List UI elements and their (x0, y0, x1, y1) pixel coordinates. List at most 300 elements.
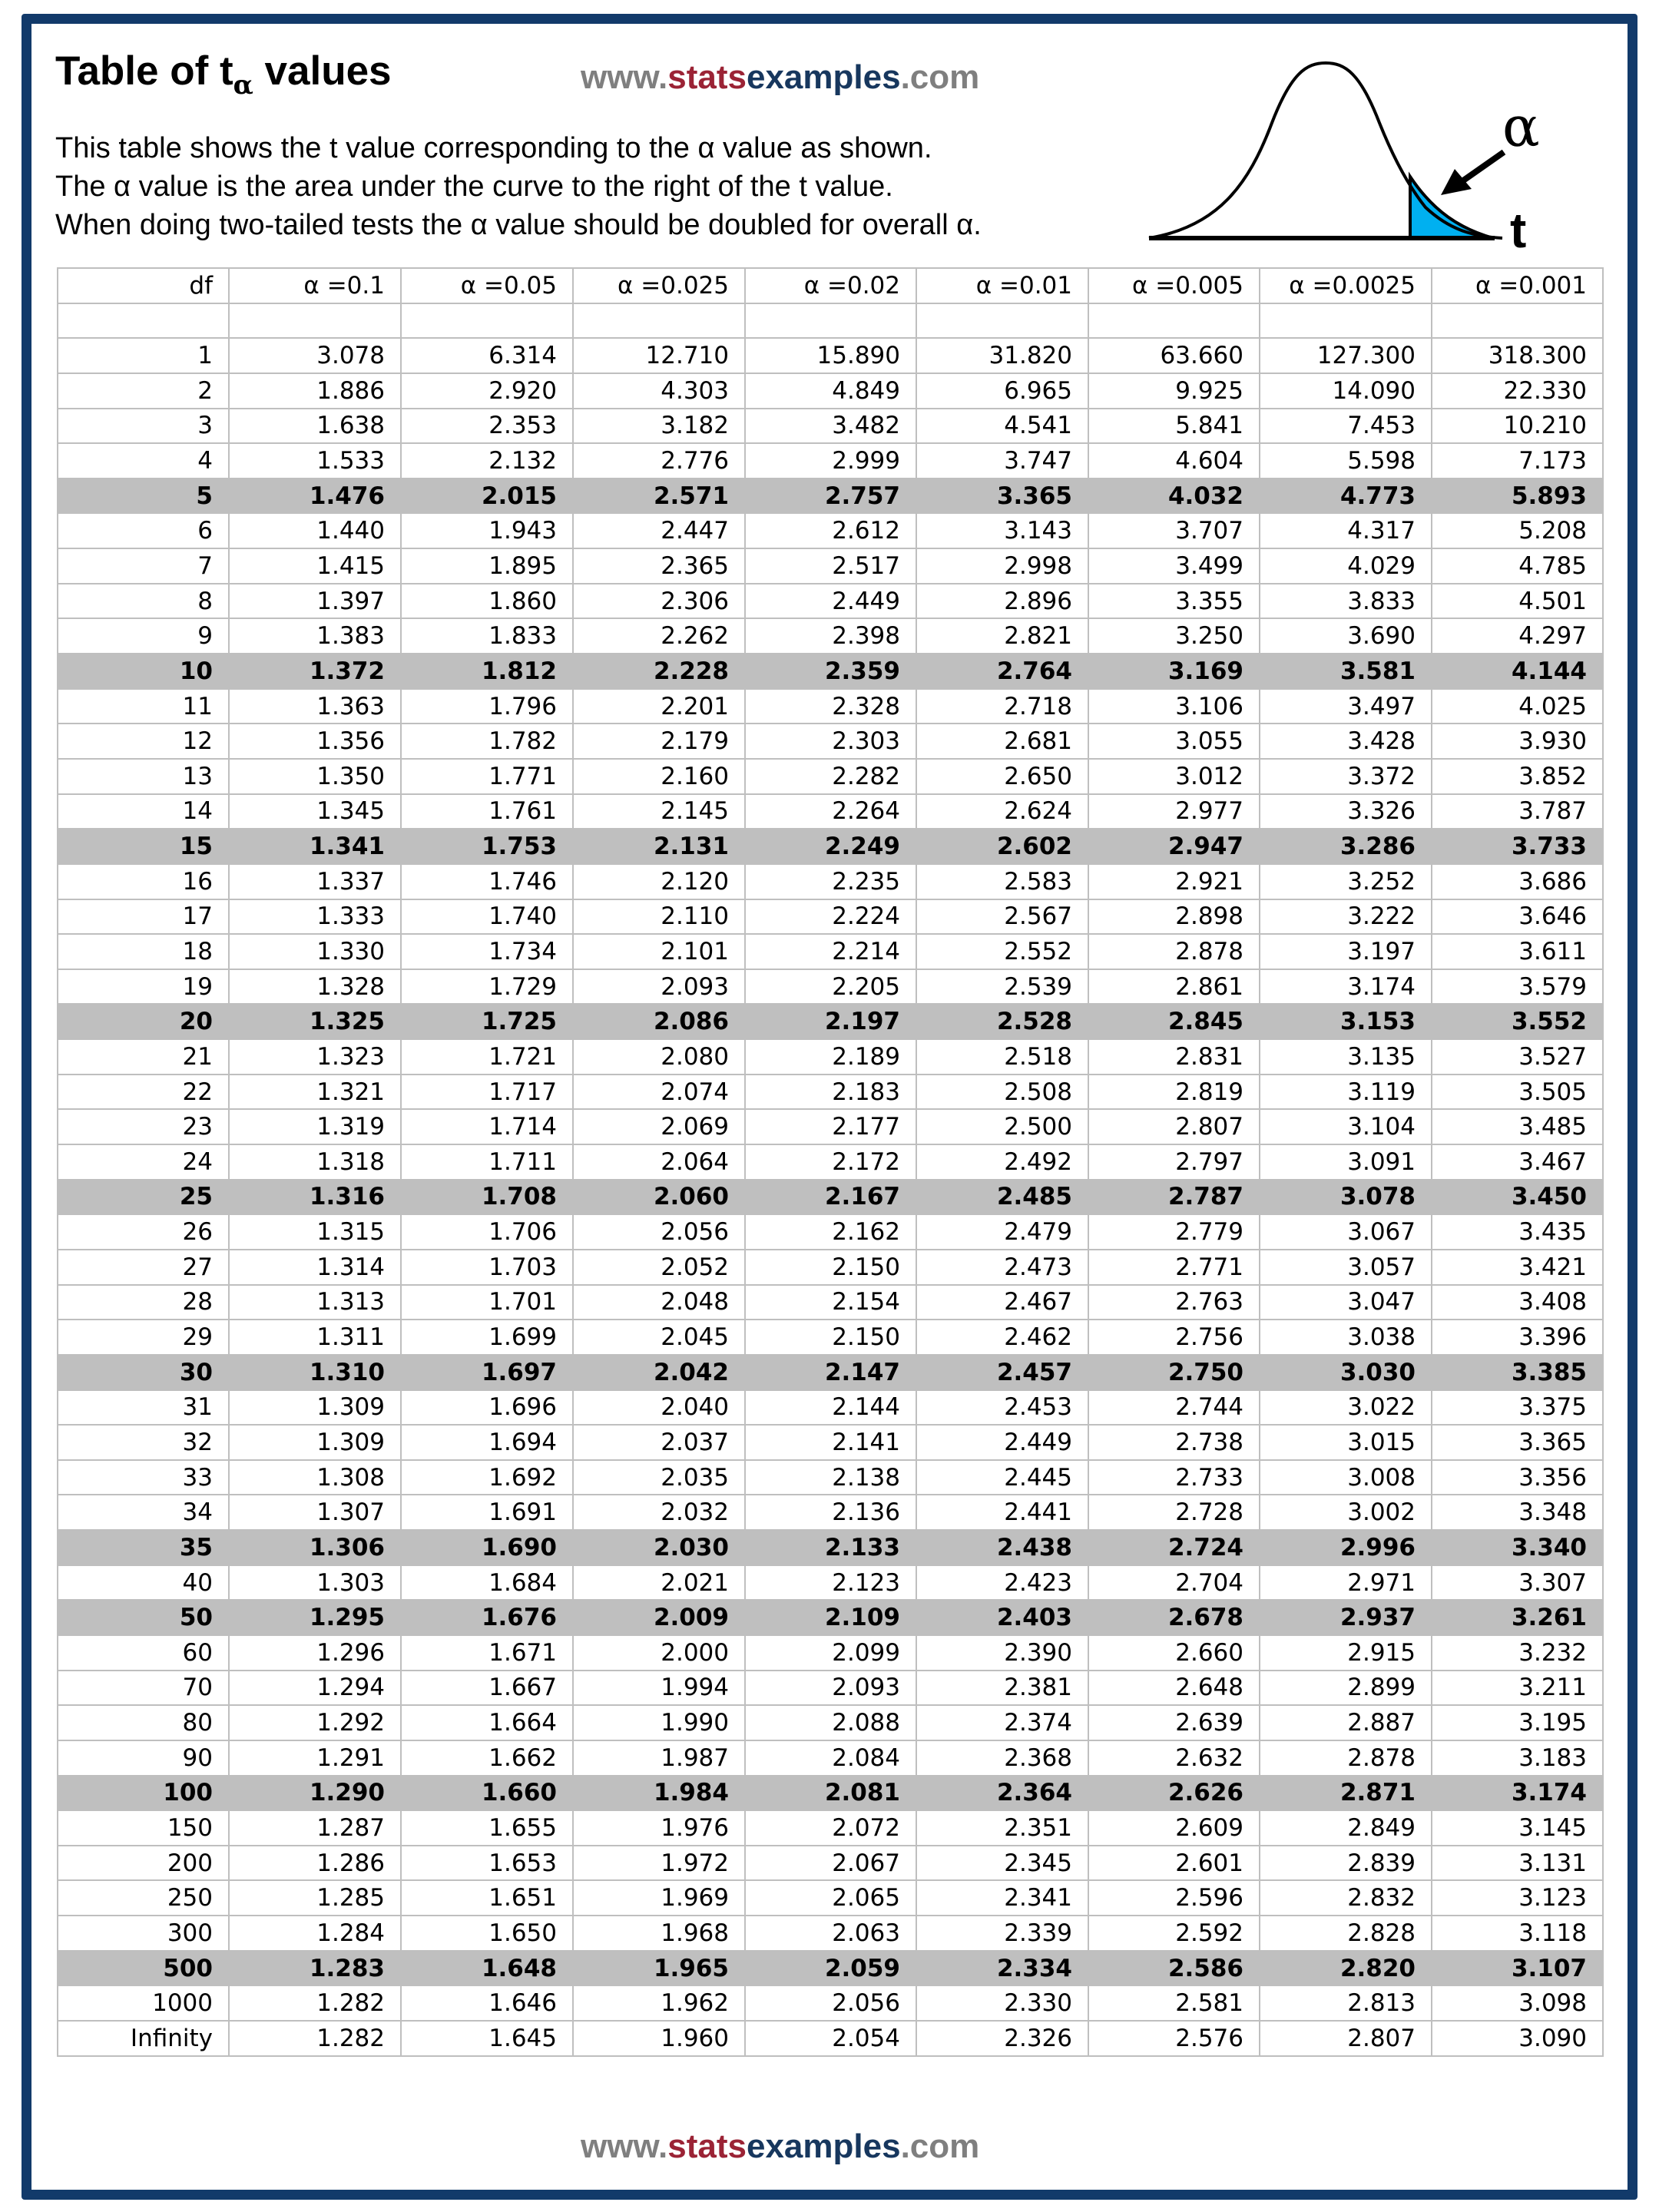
value-cell: 1.315 (229, 1214, 401, 1250)
value-cell: 7.453 (1260, 409, 1432, 444)
page-title (55, 48, 392, 101)
value-cell: 3.307 (1432, 1565, 1603, 1601)
value-cell: 2.518 (916, 1039, 1088, 1075)
value-cell: 2.648 (1088, 1671, 1260, 1706)
value-cell: 3.015 (1260, 1425, 1432, 1460)
value-cell: 318.300 (1432, 338, 1603, 373)
value-cell: 2.403 (916, 1600, 1088, 1635)
table-row (58, 2021, 1603, 2056)
value-cell: 2.214 (745, 934, 916, 969)
value-cell: 1.291 (229, 1740, 401, 1776)
df-cell: 60 (58, 1635, 229, 1671)
value-cell: 1.645 (401, 2021, 573, 2056)
value-cell: 3.505 (1432, 1075, 1603, 1110)
value-cell: 3.012 (1088, 759, 1260, 794)
df-cell: 25 (58, 1180, 229, 1215)
df-cell: 19 (58, 969, 229, 1005)
table-row (58, 584, 1603, 619)
value-cell: 2.021 (573, 1565, 745, 1601)
value-cell: 3.169 (1088, 654, 1260, 689)
table-row (58, 934, 1603, 969)
value-cell: 2.776 (573, 443, 745, 478)
title-text: Table of t (55, 48, 233, 94)
table-row (58, 1846, 1603, 1881)
value-cell: 3.375 (1432, 1390, 1603, 1426)
value-cell: 31.820 (916, 338, 1088, 373)
value-cell: 3.106 (1088, 689, 1260, 724)
value-cell: 2.704 (1088, 1565, 1260, 1601)
value-cell: 2.861 (1088, 969, 1260, 1005)
value-cell: 3.733 (1432, 829, 1603, 864)
value-cell: 2.920 (401, 373, 573, 409)
value-cell: 2.138 (745, 1460, 916, 1495)
value-cell: 3.038 (1260, 1320, 1432, 1355)
value-cell: 2.771 (1088, 1250, 1260, 1285)
value-cell: 3.579 (1432, 969, 1603, 1005)
df-cell: 15 (58, 829, 229, 864)
df-cell: 10 (58, 654, 229, 689)
value-cell: 3.078 (1260, 1180, 1432, 1215)
table-row (58, 1985, 1603, 2021)
value-cell: 1.476 (229, 478, 401, 514)
value-cell: 2.069 (573, 1109, 745, 1144)
value-cell: 2.328 (745, 689, 916, 724)
value-cell: 2.447 (573, 513, 745, 548)
value-cell: 2.971 (1260, 1565, 1432, 1601)
value-cell: 3.183 (1432, 1740, 1603, 1776)
value-cell: 3.118 (1432, 1916, 1603, 1951)
value-cell: 2.060 (573, 1180, 745, 1215)
value-cell: 2.179 (573, 724, 745, 759)
value-cell: 1.363 (229, 689, 401, 724)
value-cell: 2.109 (745, 1600, 916, 1635)
value-cell: 2.632 (1088, 1740, 1260, 1776)
df-cell: 21 (58, 1039, 229, 1075)
value-cell: 2.602 (916, 829, 1088, 864)
table-row (58, 1180, 1603, 1215)
value-cell: 1.284 (229, 1916, 401, 1951)
value-cell: 2.131 (573, 829, 745, 864)
table-row (58, 1214, 1603, 1250)
value-cell: 1.307 (229, 1495, 401, 1530)
value-cell: 1.350 (229, 759, 401, 794)
value-cell: 2.453 (916, 1390, 1088, 1426)
table-row (58, 1495, 1603, 1530)
value-cell: 2.832 (1260, 1880, 1432, 1916)
value-cell: 2.581 (1088, 1985, 1260, 2021)
value-cell: 1.697 (401, 1355, 573, 1390)
value-cell: 1.664 (401, 1705, 573, 1740)
value-cell: 1.703 (401, 1250, 573, 1285)
value-cell: 2.787 (1088, 1180, 1260, 1215)
value-cell: 1.345 (229, 794, 401, 830)
value-cell: 1.746 (401, 864, 573, 899)
value-cell: 3.365 (916, 478, 1088, 514)
table-row (58, 478, 1603, 514)
table-row (58, 1671, 1603, 1706)
value-cell: 5.208 (1432, 513, 1603, 548)
value-cell: 2.074 (573, 1075, 745, 1110)
value-cell: 63.660 (1088, 338, 1260, 373)
value-cell: 2.639 (1088, 1705, 1260, 1740)
value-cell: 2.750 (1088, 1355, 1260, 1390)
df-cell: 300 (58, 1916, 229, 1951)
value-cell: 2.059 (745, 1951, 916, 1986)
value-cell: 2.030 (573, 1530, 745, 1565)
value-cell: 3.707 (1088, 513, 1260, 548)
value-cell: 4.849 (745, 373, 916, 409)
value-cell: 3.930 (1432, 724, 1603, 759)
value-cell: 1.337 (229, 864, 401, 899)
value-cell: 3.611 (1432, 934, 1603, 969)
value-cell: 1.771 (401, 759, 573, 794)
value-cell: 3.135 (1260, 1039, 1432, 1075)
value-cell: 2.807 (1260, 2021, 1432, 2056)
header-row (58, 268, 1603, 303)
value-cell: 3.686 (1432, 864, 1603, 899)
value-cell: 2.368 (916, 1740, 1088, 1776)
value-cell: 2.999 (745, 443, 916, 478)
value-cell: 2.080 (573, 1039, 745, 1075)
value-cell: 1.994 (573, 1671, 745, 1706)
value-cell: 1.294 (229, 1671, 401, 1706)
df-cell: 40 (58, 1565, 229, 1601)
value-cell: 3.222 (1260, 899, 1432, 935)
value-cell: 2.898 (1088, 899, 1260, 935)
value-cell: 2.899 (1260, 1671, 1432, 1706)
value-cell: 3.372 (1260, 759, 1432, 794)
value-cell: 2.567 (916, 899, 1088, 935)
value-cell: 5.893 (1432, 478, 1603, 514)
value-cell: 1.314 (229, 1250, 401, 1285)
value-cell: 1.691 (401, 1495, 573, 1530)
value-cell: 1.812 (401, 654, 573, 689)
table-row (58, 1004, 1603, 1039)
value-cell: 1.699 (401, 1320, 573, 1355)
table-row (58, 373, 1603, 409)
value-cell: 2.282 (745, 759, 916, 794)
value-cell: 1.984 (573, 1776, 745, 1811)
value-cell: 2.162 (745, 1214, 916, 1250)
value-cell: 3.527 (1432, 1039, 1603, 1075)
table-row (58, 1880, 1603, 1916)
value-cell: 1.318 (229, 1144, 401, 1180)
df-cell: 14 (58, 794, 229, 830)
value-cell: 2.947 (1088, 829, 1260, 864)
value-cell: 2.441 (916, 1495, 1088, 1530)
table-row (58, 1916, 1603, 1951)
value-cell: 2.508 (916, 1075, 1088, 1110)
value-cell: 1.311 (229, 1320, 401, 1355)
value-cell: 7.173 (1432, 443, 1603, 478)
value-cell: 3.091 (1260, 1144, 1432, 1180)
value-cell: 2.756 (1088, 1320, 1260, 1355)
value-cell: 1.895 (401, 548, 573, 584)
column-header-alpha: α =0.02 (745, 268, 916, 303)
value-cell: 3.365 (1432, 1425, 1603, 1460)
df-cell: 2 (58, 373, 229, 409)
value-cell: 1.533 (229, 443, 401, 478)
table-row (58, 1705, 1603, 1740)
df-cell: 32 (58, 1425, 229, 1460)
value-cell: 2.839 (1260, 1846, 1432, 1881)
value-cell: 3.435 (1432, 1214, 1603, 1250)
value-cell: 3.646 (1432, 899, 1603, 935)
value-cell: 2.423 (916, 1565, 1088, 1601)
value-cell: 1.313 (229, 1285, 401, 1320)
value-cell: 3.047 (1260, 1285, 1432, 1320)
site-url-bottom[interactable]: www.statsexamples.com (581, 2128, 980, 2165)
alpha-label: α (1502, 94, 1540, 159)
df-cell: 90 (58, 1740, 229, 1776)
value-cell: 2.110 (573, 899, 745, 935)
table-row (58, 1144, 1603, 1180)
value-cell: 1.415 (229, 548, 401, 584)
value-cell: 1.310 (229, 1355, 401, 1390)
value-cell: 3.104 (1260, 1109, 1432, 1144)
value-cell: 2.467 (916, 1285, 1088, 1320)
value-cell: 1.701 (401, 1285, 573, 1320)
value-cell: 2.147 (745, 1355, 916, 1390)
value-cell: 2.592 (1088, 1916, 1260, 1951)
value-cell: 2.733 (1088, 1460, 1260, 1495)
value-cell: 2.678 (1088, 1600, 1260, 1635)
value-cell: 2.820 (1260, 1951, 1432, 1986)
value-cell: 2.819 (1088, 1075, 1260, 1110)
value-cell: 3.119 (1260, 1075, 1432, 1110)
arrow-shaft (1458, 152, 1504, 184)
value-cell: 2.878 (1260, 1740, 1432, 1776)
value-cell: 3.467 (1432, 1144, 1603, 1180)
value-cell: 1.796 (401, 689, 573, 724)
spacer-row (58, 303, 1603, 339)
df-cell: 50 (58, 1600, 229, 1635)
value-cell: 1.690 (401, 1530, 573, 1565)
df-cell: 16 (58, 864, 229, 899)
value-cell: 2.177 (745, 1109, 916, 1144)
value-cell: 1.319 (229, 1109, 401, 1144)
value-cell: 2.015 (401, 478, 573, 514)
value-cell: 9.925 (1088, 373, 1260, 409)
df-cell: 500 (58, 1951, 229, 1986)
value-cell: 2.449 (745, 584, 916, 619)
value-cell: 1.285 (229, 1880, 401, 1916)
table-row (58, 1776, 1603, 1811)
df-cell: 28 (58, 1285, 229, 1320)
value-cell: 2.235 (745, 864, 916, 899)
table-row (58, 1355, 1603, 1390)
value-cell: 2.160 (573, 759, 745, 794)
value-cell: 3.211 (1432, 1671, 1603, 1706)
df-cell: 26 (58, 1214, 229, 1250)
value-cell: 2.099 (745, 1635, 916, 1671)
value-cell: 2.183 (745, 1075, 916, 1110)
value-cell: 1.306 (229, 1530, 401, 1565)
value-cell: 1.734 (401, 934, 573, 969)
value-cell: 2.738 (1088, 1425, 1260, 1460)
table-row (58, 1250, 1603, 1285)
value-cell: 2.718 (916, 689, 1088, 724)
value-cell: 1.296 (229, 1635, 401, 1671)
value-cell: 3.145 (1432, 1810, 1603, 1846)
value-cell: 2.150 (745, 1320, 916, 1355)
df-cell: 27 (58, 1250, 229, 1285)
value-cell: 3.421 (1432, 1250, 1603, 1285)
value-cell: 1.990 (573, 1705, 745, 1740)
value-cell: 1.671 (401, 1635, 573, 1671)
value-cell: 3.356 (1432, 1460, 1603, 1495)
site-url-top[interactable]: www.statsexamples.com (581, 58, 980, 96)
value-cell: 2.445 (916, 1460, 1088, 1495)
value-cell: 3.286 (1260, 829, 1432, 864)
table-row (58, 1109, 1603, 1144)
value-cell: 1.282 (229, 2021, 401, 2056)
value-cell: 2.871 (1260, 1776, 1432, 1811)
value-cell: 3.833 (1260, 584, 1432, 619)
value-cell: 4.032 (1088, 478, 1260, 514)
value-cell: 2.101 (573, 934, 745, 969)
value-cell: 1.729 (401, 969, 573, 1005)
value-cell: 2.072 (745, 1810, 916, 1846)
value-cell: 2.032 (573, 1495, 745, 1530)
df-cell: 1000 (58, 1985, 229, 2021)
df-cell: 20 (58, 1004, 229, 1039)
value-cell: 3.485 (1432, 1109, 1603, 1144)
value-cell: 3.482 (745, 409, 916, 444)
value-cell: 2.205 (745, 969, 916, 1005)
value-cell: 1.283 (229, 1951, 401, 1986)
value-cell: 3.348 (1432, 1495, 1603, 1530)
table-row (58, 513, 1603, 548)
value-cell: 2.728 (1088, 1495, 1260, 1530)
value-cell: 1.287 (229, 1810, 401, 1846)
value-cell: 3.250 (1088, 618, 1260, 654)
value-cell: 2.353 (401, 409, 573, 444)
value-cell: 2.517 (745, 548, 916, 584)
value-cell: 3.261 (1432, 1600, 1603, 1635)
value-cell: 2.896 (916, 584, 1088, 619)
description-line: The α value is the area under the curve to the right of the t value. (55, 171, 893, 203)
value-cell: 2.065 (745, 1880, 916, 1916)
value-cell: 1.662 (401, 1740, 573, 1776)
value-cell: 2.167 (745, 1180, 916, 1215)
value-cell: 2.583 (916, 864, 1088, 899)
value-cell: 1.650 (401, 1916, 573, 1951)
value-cell: 1.968 (573, 1916, 745, 1951)
value-cell: 2.330 (916, 1985, 1088, 2021)
value-cell: 2.586 (1088, 1951, 1260, 1986)
value-cell: 2.339 (916, 1916, 1088, 1951)
value-cell: 2.132 (401, 443, 573, 478)
table-row (58, 864, 1603, 899)
value-cell: 4.025 (1432, 689, 1603, 724)
value-cell: 3.197 (1260, 934, 1432, 969)
table-row (58, 409, 1603, 444)
value-cell: 1.976 (573, 1810, 745, 1846)
value-cell: 3.690 (1260, 618, 1432, 654)
df-cell: 18 (58, 934, 229, 969)
value-cell: 3.055 (1088, 724, 1260, 759)
value-cell: 2.035 (573, 1460, 745, 1495)
value-cell: 2.123 (745, 1565, 916, 1601)
value-cell: 2.067 (745, 1846, 916, 1881)
value-cell: 1.965 (573, 1951, 745, 1986)
value-cell: 1.397 (229, 584, 401, 619)
column-header-alpha: α =0.05 (401, 268, 573, 303)
value-cell: 2.172 (745, 1144, 916, 1180)
value-cell: 4.501 (1432, 584, 1603, 619)
value-cell: 2.764 (916, 654, 1088, 689)
value-cell: 15.890 (745, 338, 916, 373)
value-cell: 1.692 (401, 1460, 573, 1495)
df-cell: 9 (58, 618, 229, 654)
value-cell: 1.694 (401, 1425, 573, 1460)
value-cell: 2.797 (1088, 1144, 1260, 1180)
df-cell: 4 (58, 443, 229, 478)
df-cell: 24 (58, 1144, 229, 1180)
df-cell: 17 (58, 899, 229, 935)
value-cell: 4.297 (1432, 618, 1603, 654)
value-cell: 2.224 (745, 899, 916, 935)
value-cell: 14.090 (1260, 373, 1432, 409)
value-cell: 1.725 (401, 1004, 573, 1039)
value-cell: 3.174 (1432, 1776, 1603, 1811)
value-cell: 1.303 (229, 1565, 401, 1601)
value-cell: 1.655 (401, 1810, 573, 1846)
value-cell: 2.500 (916, 1109, 1088, 1144)
value-cell: 3.581 (1260, 654, 1432, 689)
value-cell: 2.438 (916, 1530, 1088, 1565)
value-cell: 2.813 (1260, 1985, 1432, 2021)
table-row (58, 1390, 1603, 1426)
value-cell: 2.154 (745, 1285, 916, 1320)
value-cell: 1.653 (401, 1846, 573, 1881)
value-cell: 2.887 (1260, 1705, 1432, 1740)
table-row (58, 1951, 1603, 1986)
value-cell: 4.604 (1088, 443, 1260, 478)
value-cell: 2.381 (916, 1671, 1088, 1706)
value-cell: 2.351 (916, 1810, 1088, 1846)
value-cell: 2.326 (916, 2021, 1088, 2056)
value-cell: 1.753 (401, 829, 573, 864)
value-cell: 2.681 (916, 724, 1088, 759)
df-cell: 7 (58, 548, 229, 584)
value-cell: 4.317 (1260, 513, 1432, 548)
description-line: This table shows the t value corresponding to the α value as shown. (55, 132, 932, 164)
value-cell: 2.821 (916, 618, 1088, 654)
table-row (58, 654, 1603, 689)
df-cell: 1 (58, 338, 229, 373)
df-cell: 23 (58, 1109, 229, 1144)
value-cell: 1.761 (401, 794, 573, 830)
value-cell: 2.365 (573, 548, 745, 584)
value-cell: 6.965 (916, 373, 1088, 409)
value-cell: 3.499 (1088, 548, 1260, 584)
value-cell: 1.286 (229, 1846, 401, 1881)
table-row (58, 724, 1603, 759)
value-cell: 1.282 (229, 1985, 401, 2021)
value-cell: 1.356 (229, 724, 401, 759)
value-cell: 2.915 (1260, 1635, 1432, 1671)
value-cell: 4.303 (573, 373, 745, 409)
value-cell: 1.972 (573, 1846, 745, 1881)
value-cell: 1.696 (401, 1390, 573, 1426)
value-cell: 2.485 (916, 1180, 1088, 1215)
df-cell: 33 (58, 1460, 229, 1495)
value-cell: 1.309 (229, 1425, 401, 1460)
title-subscript: α (233, 70, 253, 101)
value-cell: 1.960 (573, 2021, 745, 2056)
